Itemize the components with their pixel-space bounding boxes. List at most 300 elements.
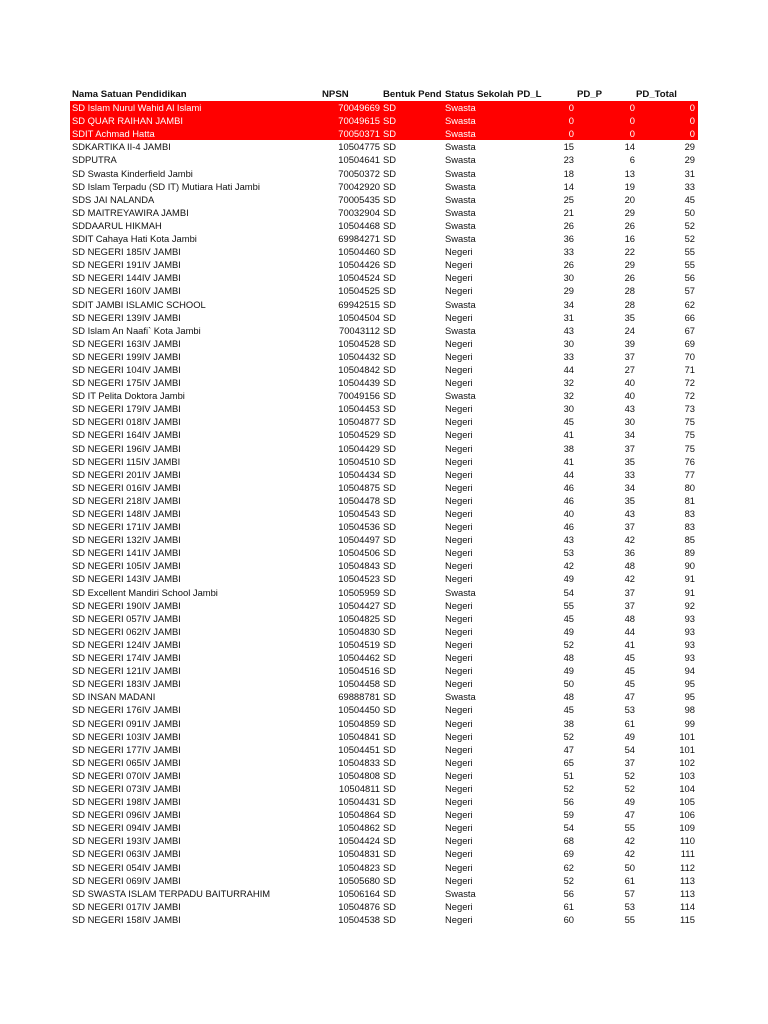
cell-npsn[interactable]: 10504875 <box>338 481 380 493</box>
cell-name[interactable]: SD NEGERI 199IV JAMBI <box>72 350 181 362</box>
cell-pd-p[interactable]: 29 <box>624 206 635 218</box>
cell-bentuk[interactable]: SD <box>383 337 397 349</box>
cell-npsn[interactable]: 10504529 <box>338 429 380 441</box>
cell-pd-total[interactable]: 71 <box>684 363 695 375</box>
cell-pd-total[interactable]: 109 <box>679 822 695 834</box>
cell-pd-p[interactable]: 42 <box>624 848 635 860</box>
cell-bentuk[interactable]: SD <box>383 913 397 925</box>
cell-status[interactable]: Negeri <box>445 822 473 834</box>
cell-bentuk[interactable]: SD <box>383 115 397 127</box>
cell-bentuk[interactable]: SD <box>383 560 397 572</box>
cell-status[interactable]: Negeri <box>445 665 473 677</box>
cell-pd-total[interactable]: 93 <box>684 652 695 664</box>
cell-pd-l[interactable]: 36 <box>563 233 574 245</box>
cell-pd-p[interactable]: 26 <box>624 219 635 231</box>
cell-status[interactable]: Negeri <box>445 809 473 821</box>
cell-name[interactable]: SD NEGERI 160IV JAMBI <box>72 285 181 297</box>
cell-status[interactable]: Negeri <box>445 481 473 493</box>
cell-status[interactable]: Negeri <box>445 311 473 323</box>
cell-pd-total[interactable]: 95 <box>684 691 695 703</box>
cell-pd-l[interactable]: 55 <box>563 599 574 611</box>
cell-pd-p[interactable]: 29 <box>624 259 635 271</box>
cell-bentuk[interactable]: SD <box>383 625 397 637</box>
cell-pd-l[interactable]: 29 <box>563 285 574 297</box>
cell-name[interactable]: SD Swasta Kinderfield Jambi <box>72 167 193 179</box>
cell-pd-total[interactable]: 93 <box>684 638 695 650</box>
cell-status[interactable]: Negeri <box>445 377 473 389</box>
cell-pd-p[interactable]: 13 <box>624 167 635 179</box>
cell-npsn[interactable]: 10504506 <box>338 547 380 559</box>
cell-npsn[interactable]: 10504439 <box>338 377 380 389</box>
cell-pd-p[interactable]: 37 <box>624 442 635 454</box>
cell-name[interactable]: SD Islam An Naafi` Kota Jambi <box>72 324 201 336</box>
cell-pd-p[interactable]: 16 <box>624 233 635 245</box>
cell-npsn[interactable]: 10504497 <box>338 534 380 546</box>
cell-status[interactable]: Negeri <box>445 730 473 742</box>
cell-name[interactable]: SD NEGERI 069IV JAMBI <box>72 874 181 886</box>
cell-pd-l[interactable]: 65 <box>563 756 574 768</box>
cell-bentuk[interactable]: SD <box>383 363 397 375</box>
cell-name[interactable]: SD QUAR RAIHAN JAMBI <box>72 115 183 127</box>
cell-npsn[interactable]: 10504519 <box>338 638 380 650</box>
cell-name[interactable]: SD NEGERI 177IV JAMBI <box>72 743 181 755</box>
cell-name[interactable]: SD NEGERI 164IV JAMBI <box>72 429 181 441</box>
cell-name[interactable]: SDIT JAMBI ISLAMIC SCHOOL <box>72 298 206 310</box>
cell-bentuk[interactable]: SD <box>383 612 397 624</box>
cell-npsn[interactable]: 70005435 <box>338 193 380 205</box>
header-pd-total[interactable]: PD_Total <box>636 89 677 100</box>
cell-bentuk[interactable]: SD <box>383 861 397 873</box>
cell-name[interactable]: SD NEGERI 017IV JAMBI <box>72 900 181 912</box>
cell-bentuk[interactable]: SD <box>383 102 397 114</box>
cell-bentuk[interactable]: SD <box>383 691 397 703</box>
cell-pd-p[interactable]: 37 <box>624 586 635 598</box>
cell-npsn[interactable]: 69888781 <box>338 691 380 703</box>
cell-pd-l[interactable]: 41 <box>563 429 574 441</box>
cell-pd-l[interactable]: 54 <box>563 586 574 598</box>
cell-pd-l[interactable]: 44 <box>563 468 574 480</box>
cell-pd-l[interactable]: 48 <box>563 652 574 664</box>
cell-pd-total[interactable]: 95 <box>684 678 695 690</box>
cell-pd-total[interactable]: 75 <box>684 429 695 441</box>
cell-pd-l[interactable]: 15 <box>563 141 574 153</box>
cell-pd-p[interactable]: 61 <box>624 874 635 886</box>
cell-pd-p[interactable]: 42 <box>624 573 635 585</box>
cell-name[interactable]: SD NEGERI 105IV JAMBI <box>72 560 181 572</box>
cell-name[interactable]: SDS JAI NALANDA <box>72 193 155 205</box>
cell-pd-l[interactable]: 50 <box>563 678 574 690</box>
cell-pd-l[interactable]: 52 <box>563 874 574 886</box>
cell-npsn[interactable]: 10504524 <box>338 272 380 284</box>
cell-status[interactable]: Swasta <box>445 102 476 114</box>
cell-pd-p[interactable]: 43 <box>624 403 635 415</box>
cell-pd-total[interactable]: 103 <box>679 769 695 781</box>
cell-pd-l[interactable]: 38 <box>563 442 574 454</box>
cell-name[interactable]: SD NEGERI 073IV JAMBI <box>72 782 181 794</box>
cell-pd-total[interactable]: 112 <box>680 861 695 873</box>
cell-status[interactable]: Negeri <box>445 782 473 794</box>
cell-pd-total[interactable]: 89 <box>684 547 695 559</box>
cell-name[interactable]: SD NEGERI 143IV JAMBI <box>72 573 181 585</box>
cell-pd-p[interactable]: 34 <box>624 481 635 493</box>
cell-bentuk[interactable]: SD <box>383 573 397 585</box>
cell-bentuk[interactable]: SD <box>383 900 397 912</box>
cell-name[interactable]: SD NEGERI 016IV JAMBI <box>72 481 181 493</box>
cell-pd-p[interactable]: 6 <box>629 154 635 166</box>
cell-bentuk[interactable]: SD <box>383 416 397 428</box>
cell-npsn[interactable]: 10504424 <box>338 835 380 847</box>
cell-status[interactable]: Negeri <box>445 494 473 506</box>
cell-pd-total[interactable]: 0 <box>689 115 695 127</box>
cell-bentuk[interactable]: SD <box>383 324 397 336</box>
cell-npsn[interactable]: 10504450 <box>338 704 380 716</box>
cell-bentuk[interactable]: SD <box>383 180 397 192</box>
cell-name[interactable]: SD Islam Nurul Wahid Al Islami <box>72 102 202 114</box>
cell-status[interactable]: Negeri <box>445 547 473 559</box>
cell-pd-p[interactable]: 45 <box>624 678 635 690</box>
cell-pd-total[interactable]: 101 <box>679 730 695 742</box>
cell-pd-l[interactable]: 59 <box>563 809 574 821</box>
cell-status[interactable]: Negeri <box>445 874 473 886</box>
cell-status[interactable]: Swasta <box>445 298 476 310</box>
cell-bentuk[interactable]: SD <box>383 494 397 506</box>
cell-status[interactable]: Negeri <box>445 272 473 284</box>
cell-name[interactable]: SD Islam Terpadu (SD IT) Mutiara Hati Jambi <box>72 180 260 192</box>
cell-status[interactable]: Negeri <box>445 521 473 533</box>
cell-status[interactable]: Negeri <box>445 848 473 860</box>
cell-npsn[interactable]: 10504641 <box>338 154 380 166</box>
cell-status[interactable]: Negeri <box>445 403 473 415</box>
cell-npsn[interactable]: 70043112 <box>338 324 380 336</box>
cell-bentuk[interactable]: SD <box>383 429 397 441</box>
cell-bentuk[interactable]: SD <box>383 848 397 860</box>
cell-name[interactable]: SD NEGERI 158IV JAMBI <box>72 913 181 925</box>
cell-npsn[interactable]: 10504831 <box>338 848 380 860</box>
cell-pd-p[interactable]: 19 <box>624 180 635 192</box>
cell-bentuk[interactable]: SD <box>383 599 397 611</box>
cell-bentuk[interactable]: SD <box>383 390 397 402</box>
cell-pd-total[interactable]: 55 <box>684 259 695 271</box>
cell-pd-p[interactable]: 57 <box>624 887 635 899</box>
cell-pd-l[interactable]: 30 <box>563 337 574 349</box>
cell-pd-p[interactable]: 42 <box>624 534 635 546</box>
cell-npsn[interactable]: 10504460 <box>338 246 380 258</box>
cell-bentuk[interactable]: SD <box>383 717 397 729</box>
cell-pd-l[interactable]: 0 <box>568 128 574 140</box>
cell-pd-total[interactable]: 102 <box>679 756 695 768</box>
cell-status[interactable]: Swasta <box>445 887 476 899</box>
cell-npsn[interactable]: 70050371 <box>338 128 380 140</box>
cell-pd-total[interactable]: 93 <box>684 625 695 637</box>
cell-bentuk[interactable]: SD <box>383 586 397 598</box>
cell-npsn[interactable]: 10504833 <box>338 756 380 768</box>
header-name[interactable]: Nama Satuan Pendidikan <box>72 89 187 100</box>
cell-name[interactable]: SD NEGERI 141IV JAMBI <box>72 547 181 559</box>
cell-pd-total[interactable]: 62 <box>684 298 695 310</box>
cell-pd-total[interactable]: 55 <box>684 246 695 258</box>
cell-npsn[interactable]: 10504808 <box>338 769 380 781</box>
cell-pd-l[interactable]: 47 <box>563 743 574 755</box>
cell-npsn[interactable]: 10506164 <box>338 887 380 899</box>
cell-pd-l[interactable]: 32 <box>563 377 574 389</box>
cell-name[interactable]: SD NEGERI 091IV JAMBI <box>72 717 181 729</box>
cell-npsn[interactable]: 10504451 <box>338 743 380 755</box>
cell-pd-l[interactable]: 49 <box>563 573 574 585</box>
cell-pd-l[interactable]: 46 <box>563 521 574 533</box>
cell-status[interactable]: Swasta <box>445 167 476 179</box>
cell-pd-l[interactable]: 44 <box>563 363 574 375</box>
cell-pd-p[interactable]: 45 <box>624 665 635 677</box>
cell-npsn[interactable]: 10504876 <box>338 900 380 912</box>
cell-npsn[interactable]: 10504538 <box>338 913 380 925</box>
cell-pd-total[interactable]: 101 <box>679 743 695 755</box>
cell-name[interactable]: SD NEGERI 018IV JAMBI <box>72 416 181 428</box>
cell-bentuk[interactable]: SD <box>383 769 397 781</box>
cell-pd-l[interactable]: 53 <box>563 547 574 559</box>
cell-pd-l[interactable]: 43 <box>563 534 574 546</box>
cell-pd-p[interactable]: 54 <box>624 743 635 755</box>
cell-pd-p[interactable]: 40 <box>624 390 635 402</box>
cell-pd-total[interactable]: 52 <box>684 233 695 245</box>
cell-pd-total[interactable]: 57 <box>684 285 695 297</box>
cell-status[interactable]: Negeri <box>445 455 473 467</box>
cell-pd-p[interactable]: 53 <box>624 704 635 716</box>
cell-name[interactable]: SD Excellent Mandiri School Jambi <box>72 586 218 598</box>
cell-status[interactable]: Swasta <box>445 115 476 127</box>
cell-pd-total[interactable]: 85 <box>684 534 695 546</box>
cell-pd-l[interactable]: 34 <box>563 298 574 310</box>
cell-status[interactable]: Swasta <box>445 154 476 166</box>
cell-pd-l[interactable]: 32 <box>563 390 574 402</box>
cell-status[interactable]: Swasta <box>445 206 476 218</box>
cell-pd-l[interactable]: 33 <box>563 350 574 362</box>
cell-bentuk[interactable]: SD <box>383 311 397 323</box>
cell-name[interactable]: SD NEGERI 190IV JAMBI <box>72 599 181 611</box>
cell-status[interactable]: Negeri <box>445 468 473 480</box>
cell-status[interactable]: Swasta <box>445 180 476 192</box>
cell-bentuk[interactable]: SD <box>383 874 397 886</box>
cell-pd-l[interactable]: 56 <box>563 796 574 808</box>
cell-bentuk[interactable]: SD <box>383 272 397 284</box>
cell-npsn[interactable]: 70042920 <box>338 180 380 192</box>
cell-status[interactable]: Negeri <box>445 259 473 271</box>
cell-bentuk[interactable]: SD <box>383 141 397 153</box>
header-status[interactable]: Status Sekolah <box>445 89 514 100</box>
cell-pd-total[interactable]: 94 <box>684 665 695 677</box>
cell-pd-total[interactable]: 72 <box>684 390 695 402</box>
cell-pd-l[interactable]: 69 <box>563 848 574 860</box>
cell-bentuk[interactable]: SD <box>383 481 397 493</box>
cell-pd-p[interactable]: 37 <box>624 350 635 362</box>
cell-bentuk[interactable]: SD <box>383 285 397 297</box>
cell-status[interactable]: Negeri <box>445 599 473 611</box>
cell-status[interactable]: Swasta <box>445 193 476 205</box>
cell-pd-p[interactable]: 52 <box>624 782 635 794</box>
cell-npsn[interactable]: 10504462 <box>338 652 380 664</box>
cell-pd-p[interactable]: 20 <box>624 193 635 205</box>
cell-status[interactable]: Negeri <box>445 835 473 847</box>
cell-status[interactable]: Negeri <box>445 573 473 585</box>
cell-name[interactable]: SD IT Pelita Doktora Jambi <box>72 390 185 402</box>
cell-pd-l[interactable]: 23 <box>563 154 574 166</box>
cell-status[interactable]: Negeri <box>445 508 473 519</box>
cell-name[interactable]: SD NEGERI 176IV JAMBI <box>72 704 181 716</box>
cell-pd-p[interactable]: 48 <box>624 560 635 572</box>
cell-pd-l[interactable]: 40 <box>563 508 574 519</box>
cell-name[interactable]: SDKARTIKA II-4 JAMBI <box>72 141 171 153</box>
cell-pd-total[interactable]: 31 <box>684 167 695 179</box>
cell-name[interactable]: SD NEGERI 175IV JAMBI <box>72 377 181 389</box>
cell-pd-l[interactable]: 52 <box>563 638 574 650</box>
cell-pd-l[interactable]: 30 <box>563 403 574 415</box>
cell-status[interactable]: Negeri <box>445 900 473 912</box>
cell-bentuk[interactable]: SD <box>383 442 397 454</box>
cell-npsn[interactable]: 10504434 <box>338 468 380 480</box>
cell-status[interactable]: Swasta <box>445 219 476 231</box>
cell-pd-p[interactable]: 35 <box>624 455 635 467</box>
cell-npsn[interactable]: 70049156 <box>338 390 380 402</box>
cell-bentuk[interactable]: SD <box>383 809 397 821</box>
cell-status[interactable]: Swasta <box>445 141 476 153</box>
cell-bentuk[interactable]: SD <box>383 455 397 467</box>
cell-pd-l[interactable]: 54 <box>563 822 574 834</box>
cell-pd-l[interactable]: 52 <box>563 730 574 742</box>
cell-pd-total[interactable]: 91 <box>684 586 695 598</box>
cell-npsn[interactable]: 10504458 <box>338 678 380 690</box>
cell-status[interactable]: Negeri <box>445 429 473 441</box>
cell-bentuk[interactable]: SD <box>383 219 397 231</box>
cell-npsn[interactable]: 10504429 <box>338 442 380 454</box>
cell-bentuk[interactable]: SD <box>383 193 397 205</box>
cell-pd-l[interactable]: 33 <box>563 246 574 258</box>
cell-pd-p[interactable]: 43 <box>624 508 635 519</box>
cell-pd-p[interactable]: 47 <box>624 691 635 703</box>
cell-pd-l[interactable]: 43 <box>563 324 574 336</box>
cell-bentuk[interactable]: SD <box>383 743 397 755</box>
cell-pd-total[interactable]: 45 <box>684 193 695 205</box>
cell-status[interactable]: Negeri <box>445 913 473 925</box>
cell-bentuk[interactable]: SD <box>383 835 397 847</box>
cell-pd-total[interactable]: 77 <box>684 468 695 480</box>
cell-name[interactable]: SDIT Cahaya Hati Kota Jambi <box>72 233 197 245</box>
cell-pd-total[interactable]: 90 <box>684 560 695 572</box>
header-pd-l[interactable]: PD_L <box>517 89 542 100</box>
cell-npsn[interactable]: 10504468 <box>338 219 380 231</box>
cell-pd-p[interactable]: 37 <box>624 756 635 768</box>
cell-pd-total[interactable]: 0 <box>689 102 695 114</box>
cell-status[interactable]: Negeri <box>445 416 473 428</box>
header-pd-p[interactable]: PD_P <box>577 89 603 100</box>
cell-name[interactable]: SD NEGERI 163IV JAMBI <box>72 337 181 349</box>
cell-bentuk[interactable]: SD <box>383 403 397 415</box>
cell-npsn[interactable]: 10504478 <box>338 494 380 506</box>
cell-npsn[interactable]: 10504525 <box>338 285 380 297</box>
cell-npsn[interactable]: 10504823 <box>338 861 380 873</box>
cell-pd-total[interactable]: 98 <box>684 704 695 716</box>
cell-pd-p[interactable]: 24 <box>624 324 635 336</box>
cell-bentuk[interactable]: SD <box>383 822 397 834</box>
cell-name[interactable]: SD NEGERI 062IV JAMBI <box>72 625 181 637</box>
cell-pd-l[interactable]: 49 <box>563 625 574 637</box>
cell-pd-total[interactable]: 83 <box>684 508 695 519</box>
cell-pd-p[interactable]: 49 <box>624 796 635 808</box>
cell-pd-p[interactable]: 33 <box>624 468 635 480</box>
cell-bentuk[interactable]: SD <box>383 547 397 559</box>
cell-pd-p[interactable]: 44 <box>624 625 635 637</box>
cell-name[interactable]: SD NEGERI 115IV JAMBI <box>72 455 181 467</box>
cell-pd-p[interactable]: 30 <box>624 416 635 428</box>
cell-pd-l[interactable]: 25 <box>563 193 574 205</box>
cell-pd-p[interactable]: 27 <box>624 363 635 375</box>
cell-status[interactable]: Negeri <box>445 285 473 297</box>
cell-bentuk[interactable]: SD <box>383 730 397 742</box>
cell-pd-l[interactable]: 46 <box>563 494 574 506</box>
cell-bentuk[interactable]: SD <box>383 534 397 546</box>
header-bentuk[interactable]: Bentuk Pend <box>383 89 442 100</box>
cell-npsn[interactable]: 10504842 <box>338 363 380 375</box>
cell-pd-total[interactable]: 113 <box>680 887 695 899</box>
cell-pd-total[interactable]: 56 <box>684 272 695 284</box>
cell-pd-l[interactable]: 0 <box>568 102 574 114</box>
cell-name[interactable]: SD NEGERI 124IV JAMBI <box>72 638 181 650</box>
cell-pd-p[interactable]: 47 <box>624 809 635 821</box>
cell-pd-p[interactable]: 34 <box>624 429 635 441</box>
cell-status[interactable]: Swasta <box>445 233 476 245</box>
cell-status[interactable]: Negeri <box>445 678 473 690</box>
cell-pd-total[interactable]: 0 <box>689 128 695 140</box>
cell-pd-total[interactable]: 113 <box>680 874 695 886</box>
cell-status[interactable]: Negeri <box>445 337 473 349</box>
cell-name[interactable]: SD NEGERI 196IV JAMBI <box>72 442 181 454</box>
cell-pd-l[interactable]: 41 <box>563 455 574 467</box>
cell-bentuk[interactable]: SD <box>383 665 397 677</box>
cell-pd-p[interactable]: 37 <box>624 521 635 533</box>
cell-npsn[interactable]: 10504543 <box>338 508 380 519</box>
cell-pd-l[interactable]: 31 <box>563 311 574 323</box>
cell-npsn[interactable]: 70050372 <box>338 167 380 179</box>
cell-pd-total[interactable]: 91 <box>684 573 695 585</box>
cell-pd-total[interactable]: 92 <box>684 599 695 611</box>
cell-name[interactable]: SD NEGERI 179IV JAMBI <box>72 403 181 415</box>
cell-name[interactable]: SD NEGERI 104IV JAMBI <box>72 363 181 375</box>
cell-name[interactable]: SD NEGERI 198IV JAMBI <box>72 796 181 808</box>
cell-pd-p[interactable]: 0 <box>629 115 635 127</box>
cell-pd-p[interactable]: 0 <box>629 128 635 140</box>
cell-bentuk[interactable]: SD <box>383 128 397 140</box>
cell-bentuk[interactable]: SD <box>383 246 397 258</box>
cell-status[interactable]: Negeri <box>445 625 473 637</box>
cell-status[interactable]: Negeri <box>445 743 473 755</box>
cell-pd-p[interactable]: 28 <box>624 285 635 297</box>
cell-pd-p[interactable]: 61 <box>624 717 635 729</box>
cell-name[interactable]: SD NEGERI 139IV JAMBI <box>72 311 181 323</box>
cell-name[interactable]: SD INSAN MADANI <box>72 691 156 703</box>
cell-status[interactable]: Swasta <box>445 390 476 402</box>
cell-name[interactable]: SD NEGERI 103IV JAMBI <box>72 730 181 742</box>
cell-bentuk[interactable]: SD <box>383 468 397 480</box>
cell-name[interactable]: SD NEGERI 063IV JAMBI <box>72 848 181 860</box>
cell-pd-l[interactable]: 45 <box>563 612 574 624</box>
cell-pd-total[interactable]: 106 <box>679 809 695 821</box>
cell-bentuk[interactable]: SD <box>383 154 397 166</box>
cell-pd-l[interactable]: 45 <box>563 416 574 428</box>
cell-pd-p[interactable]: 35 <box>624 494 635 506</box>
cell-pd-l[interactable]: 52 <box>563 782 574 794</box>
cell-pd-total[interactable]: 111 <box>680 848 695 860</box>
cell-npsn[interactable]: 10504859 <box>338 717 380 729</box>
cell-pd-l[interactable]: 21 <box>563 206 574 218</box>
cell-pd-total[interactable]: 75 <box>684 442 695 454</box>
